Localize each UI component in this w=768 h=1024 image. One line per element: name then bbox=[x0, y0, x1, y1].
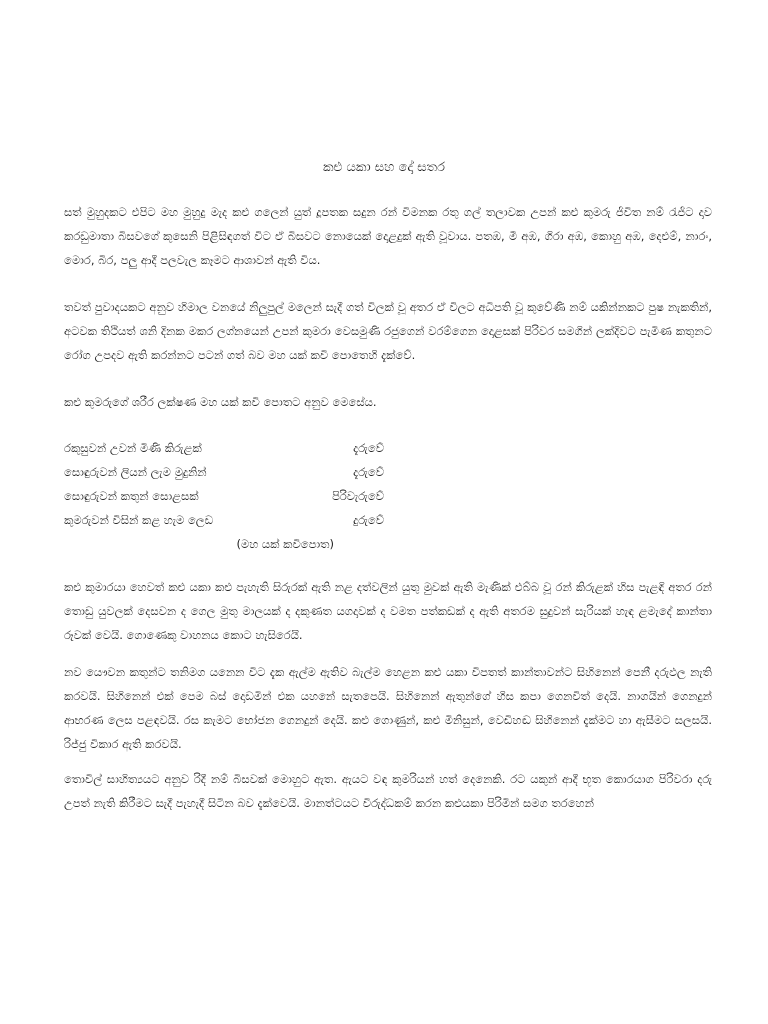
page-title: කළු යකා සහ දෝ සතර bbox=[322, 160, 446, 175]
verse-ending: පිරිවැරුවේ bbox=[332, 489, 384, 503]
paragraph-dreams: නව යෞවන කතුන්ට තනිමග යනෙන විට දැක ඇල්ම ඇතිව බැල්ම හෙළන කළු යකා විපතත් කාන්තාවන්ට සිහිනෙන් පෙනී දරුඵල නැති කරවයි. සිහිනෙන් එක් පෙම බස් දොඩමින් එක යහනේ සැතපෙයි. සිහිනෙන් ඇතුන්ගේ හිස කපා ගෙනවිත් දෙයි. නාගයින් ගෙනදුන් ආභරණ ලෙස පළඳවයි. රස කැමට භෝජන ගෙනදුන් දෙයි. කළු ගොණුන්, කළු මිනිසුන්, වෙඩිහඬ සිහිනෙන් දැක්මට හා ඇසීමට සලසයි. රිජ්ජු විකාර ඇති කරවයි. bbox=[64, 665, 712, 751]
verse-text: රකුසුවන් උවන් මිණි කිරුළක් bbox=[64, 441, 202, 455]
paragraph-birth: සත් මුහුදකට එපිට මහ මුහුදු මැද කළු ගලෙන් යුත් දූපතක සදුන රන් විමනක රතු ගල් තලාවක උපන් කළු කුමරු ජිවිත නම් රැජිට දාව කරඩුමාතා බිසවගේ කුසෙනි පිළිසිඳගත් විට ඒ බිසවට නොයෙක් දොළදුක් ඇති වූවාය. පතඹ, මී අඹ, ගිරා අඹ, කොහු අඹ, දෙළුම්, නාරං, මොර, බිර, පලු ආදී පලවැල කෑමට ආශාවන් ඇති විය. bbox=[64, 205, 712, 267]
paragraph-origin-legend: තවත් පුවාදයකට අනුව හිමාල වනයේ නිලුපුල් මලෙන් සැදී ගත් විලක් වූ අතර ඒ විලට අධිපති වූ කුවේණි නම් යකින්නකට පුෂ නැකතින්, අටවක තිථියත් ශනි දිනක මකර ලග්නයෙන් උපන් කුමරා වෙසමුණි රජුගෙන් වරම්ගෙන දොළසක් පිරිවර සමගින් ලක්දිවට පැමිණ කතුනට රෝග උපදව ඇති කරන්නට පටන් ගත් බව මහ යක් කවි පොතෙහි දැක්වේ. bbox=[64, 300, 712, 362]
verse-text: සොඳුරුවන් ලියන් ලැම මුදුනින් bbox=[64, 465, 207, 479]
verse-source: (මහ යක් කවිපොත) bbox=[236, 537, 334, 551]
verse-ending: දැරුවේ bbox=[353, 441, 384, 455]
verse-ending: දැරුවේ bbox=[353, 465, 384, 479]
paragraph-ritual-literature: තොවිල් සාහිත්‍යයට අනුව රිදී නම් බිසවක් මොහුට ඇත. ඇයට වඳ කුමරියන් හත් දෙනෙකි. රට යකුන් ආදී භූත කොරයාග පිරිවරා දරු උපත් නැති කිරීමට සැදී පැහැදී සිටින බව දැක්වෙයි. මානත්ටයට විරුද්ධකම් කරන කළුයකා පිරිමින් සමග තරහෙන් bbox=[64, 772, 712, 810]
paragraph-features-intro: කළු කුමරුගේ ශරීර ලක්ෂණ මහ යක් කවි පොතට අනුව මෙසේය. bbox=[64, 395, 377, 409]
verse-text: කුමරුවන් විසින් කළ හැම ලෙඩ bbox=[64, 513, 214, 527]
verse-block bbox=[64, 436, 384, 556]
verse-line bbox=[64, 460, 384, 484]
verse-line bbox=[64, 508, 384, 532]
verse-ending: දුරුවේ bbox=[353, 513, 384, 527]
verse-line bbox=[64, 436, 384, 460]
paragraph-appearance: කළු කුමාරයා හෙවත් කළු යකා කළු පැහැති සිරුරක් ඇති නළ දත්වලින් යුතු මුවක් ඇති මැණික් එබ්බ වූ රන් කිරුළක් හිස පැළඳි අතර රන් තොඩු යුවලක් දෙසවන ද ගෙල මුතු මාලයක් ද දකුණත යගදාවක් ද වමත පත්කඩක් ද ඇති අතරම සුදුවන් සැරියක් හැඳ ළමැදේ කාන්තා රූවක් වෙයි. ගොණෙකු වාහනය කොට හැසිරෙයි. bbox=[64, 580, 712, 642]
verse-line bbox=[64, 484, 384, 508]
verse-text: සොඳුරුවන් කතුන් සොළසක් bbox=[64, 489, 199, 503]
